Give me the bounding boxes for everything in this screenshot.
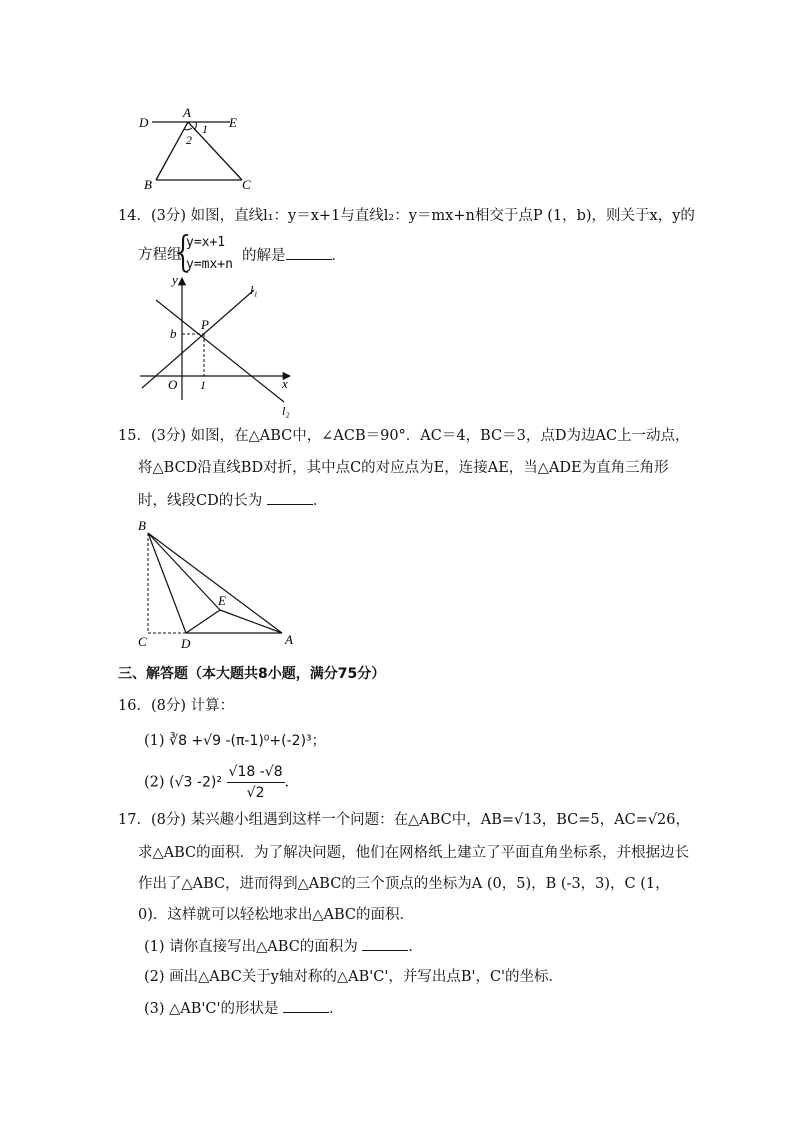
- figure-q13: [130, 100, 260, 195]
- q16-part1: [144, 731, 326, 751]
- q15-line3: [138, 490, 327, 511]
- q17-line1: 17．(8分) 某兴趣小组遇到这样一个问题：在△ABC中，AB=√13，BC=5，AC=√26，: [118, 812, 691, 828]
- q15-line3-text: 时，线段CD的长为: [138, 493, 263, 509]
- q17-line4: 0)．这样就可以轻松地求出△ABC的面积．: [138, 907, 415, 923]
- q16-part2-end: ．: [284, 774, 300, 791]
- side-ab: [156, 122, 188, 180]
- figure-q15: [130, 515, 300, 653]
- q16-part2-label: (2): [144, 774, 165, 791]
- label-p: P: [201, 317, 209, 332]
- label-d: D: [181, 636, 191, 651]
- q14-suffix-text: 的解是: [242, 248, 286, 264]
- label-c: C: [242, 177, 251, 192]
- q14-line1: 14．(3分) 如图，直线l₁：y＝x+1与直线l₂：y＝mx+n相交于点P (1，b)，则关于x，y的: [118, 208, 695, 224]
- q17-sub3: [144, 998, 344, 1019]
- figure-q14: [132, 270, 302, 420]
- fraction-denominator: √2: [246, 785, 265, 801]
- q14-end: ．: [331, 248, 346, 264]
- q17-sub2: (2) 画出△ABC关于y轴对称的△AB'C'，并写出点B'，C'的坐标．: [144, 969, 564, 985]
- side-ac: [188, 122, 242, 180]
- label-2: 2: [186, 133, 192, 147]
- q14-line2-suffix: [242, 245, 346, 266]
- q15-end: ．: [312, 493, 328, 509]
- equation-1: y=x+1: [186, 235, 226, 250]
- q16-part1-label: (1): [144, 733, 165, 749]
- q15-line1: 15．(3分) 如图，在△ABC中，∠ACB＝90°．AC＝4，BC＝3，点D为边AC上一动点，: [118, 428, 690, 444]
- brace-icon: {: [170, 227, 197, 276]
- label-b: b: [170, 326, 177, 341]
- label-x: x: [282, 376, 288, 391]
- segment-bd: [148, 533, 186, 633]
- equation-2: y=mx+n: [186, 257, 233, 272]
- answer-blank-q17-1[interactable]: [362, 936, 408, 951]
- q17-sub3-text: (3) △AB'C'的形状是: [144, 1001, 279, 1017]
- segment-ba: [148, 533, 282, 633]
- segment-ea: [220, 610, 282, 633]
- q15-line2: 将△BCD沿直线BD对折，其中点C的对应点为E，连接AE，当△ADE为直角三角形: [138, 460, 669, 476]
- q16-title: 16．(8分) 计算：: [118, 698, 235, 714]
- q16-part1-expr: ∛8 +√9 -(π-1)⁰+(-2)³；: [169, 733, 326, 749]
- fraction-numerator: √18 -√8: [227, 762, 285, 783]
- q17-sub1: [144, 936, 423, 957]
- q17-line2: 求△ABC的面积．为了解决问题，他们在网格纸上建立了平面直角坐标系，并根据边长: [138, 845, 690, 861]
- q17-sub1-end: ．: [408, 939, 423, 955]
- segment-de: [186, 610, 220, 633]
- answer-blank-q15[interactable]: [267, 490, 313, 505]
- label-l1: l₁: [250, 283, 258, 297]
- label-e: E: [218, 593, 226, 608]
- label-o: O: [168, 377, 178, 392]
- label-d: D: [139, 115, 149, 130]
- label-b: B: [144, 177, 152, 192]
- q17-sub1-text: (1) 请你直接写出△ABC的面积为: [144, 939, 358, 955]
- q17-line3: 作出了△ABC，进而得到△ABC的三个顶点的坐标为A (0，5)，B (-3，3)，C (1，: [138, 876, 670, 892]
- label-l2: l₂: [282, 404, 290, 418]
- label-1: 1: [202, 122, 208, 136]
- answer-blank-q14[interactable]: [286, 245, 332, 260]
- section-heading: 三、解答题（本大题共8小题，满分75分）: [118, 666, 386, 682]
- label-b: B: [138, 518, 146, 533]
- label-c: C: [138, 634, 147, 649]
- label-y: y: [172, 272, 178, 287]
- label-1: 1: [200, 378, 206, 392]
- label-a: A: [183, 105, 191, 120]
- q16-part2-pre: (√3 -2)²: [169, 774, 222, 791]
- segment-be: [148, 533, 220, 610]
- answer-blank-q17-3[interactable]: [283, 998, 329, 1013]
- q16-part2: [144, 762, 299, 802]
- line-l1: [142, 290, 254, 388]
- label-a: A: [285, 632, 293, 647]
- q16-fraction: [227, 762, 285, 803]
- q17-sub3-end: ．: [329, 1001, 344, 1017]
- q14-line2-prefix: 方程组: [138, 247, 182, 263]
- label-e: E: [229, 115, 237, 130]
